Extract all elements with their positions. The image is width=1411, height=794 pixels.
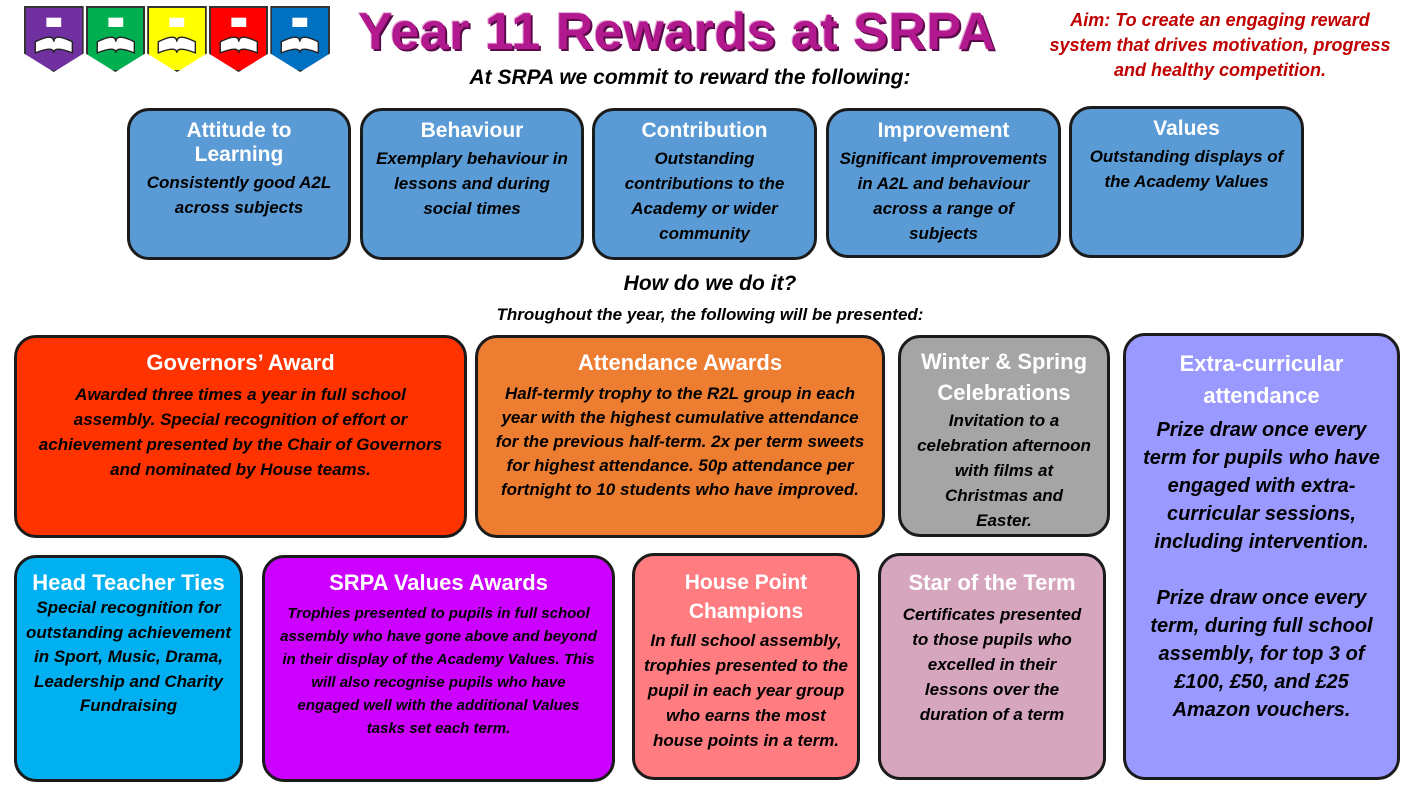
logo	[24, 6, 330, 72]
criteria-behaviour	[360, 108, 584, 260]
award-title: Winter & Spring Celebrations	[920, 349, 1088, 405]
award-title: Extra-curricular attendance	[1179, 351, 1344, 408]
award-body: Awarded three times a year in full school assembly. Special recognition of effort or achievement presented by the Chair of Governors and nominated by House teams.	[38, 385, 443, 479]
award-body-prize: Prize draw once every term, during full school assembly, for top 3 of £100, £50, and £25 Amazon vouchers.	[1150, 587, 1373, 721]
criteria-body: Outstanding contributions to the Academy or wider community	[624, 149, 785, 243]
criteria-title: Behaviour	[420, 119, 524, 142]
award-body: In full school assembly, trophies presented to the pupil in each year group who earns the most house points in a term.	[643, 631, 849, 750]
award-body: Prize draw once every term for pupils who have engaged with extra-curricular sessions, including intervention.	[1143, 419, 1380, 553]
page-title: Year 11 Rewards at SRPA	[358, 3, 996, 61]
criteria-title: Contribution	[641, 119, 768, 142]
criteria-title: Attitude to Learning	[186, 119, 292, 166]
how-heading: How do we do it?	[623, 272, 797, 295]
throughout-heading: Throughout the year, the following will be presented:	[496, 305, 924, 324]
award-title: Head Teacher Ties	[32, 570, 225, 595]
award-title: Governors’ Award	[146, 350, 335, 375]
award-body: Certificates presented to those pupils who excelled in their lessons over the duration of a term	[902, 605, 1082, 724]
award-body: Invitation to a celebration afternoon with films at Christmas and Easter.	[917, 411, 1091, 530]
book-shield-icon	[86, 6, 146, 72]
award-governors	[14, 335, 467, 538]
book-shield-icon	[24, 6, 84, 72]
criteria-body: Consistently good A2L across subjects	[146, 173, 332, 217]
award-body: Trophies presented to pupils in full school assembly who have gone above and beyond in their display of the Academy Values. This will also recognise pupils who have engaged well with the additional Values tasks set each term.	[280, 605, 597, 737]
award-title: House Point Champions	[684, 571, 808, 623]
award-head-teacher-ties	[14, 555, 243, 782]
award-title: Star of the Term	[908, 570, 1076, 595]
commit-heading: At SRPA we commit to reward the following:	[469, 66, 911, 89]
criteria-title: Values	[1153, 117, 1220, 140]
award-body: Half-termly trophy to the R2L group in each year with the highest cumulative attendance for the previous half-term. 2x per term sweets for highest attendance. 50p attendance per fortnight to 10 students who have improved.	[495, 384, 865, 499]
award-winter-spring	[898, 335, 1110, 537]
book-shield-icon	[147, 6, 207, 72]
award-title: Attendance Awards	[577, 350, 783, 375]
award-body: Special recognition for outstanding achievement in Sport, Music, Drama, Leadership and Charity Fundraising	[26, 598, 231, 715]
award-star-of-term	[878, 553, 1106, 780]
aim-statement: Aim: To create an engaging reward system that drives motivation, progress and healthy competition.	[1049, 10, 1391, 80]
award-extra-curricular	[1123, 333, 1400, 780]
award-title: SRPA Values Awards	[329, 570, 548, 595]
award-attendance	[475, 335, 885, 538]
award-house-point	[632, 553, 860, 780]
criteria-improvement	[826, 108, 1061, 258]
book-shield-icon	[270, 6, 330, 72]
award-srpa-values	[262, 555, 615, 782]
criteria-title: Improvement	[877, 119, 1010, 142]
criteria-body: Outstanding displays of the Academy Values	[1089, 147, 1284, 191]
criteria-contribution	[592, 108, 817, 260]
criteria-values	[1069, 106, 1304, 258]
criteria-body: Exemplary behaviour in lessons and during social times	[376, 149, 568, 218]
book-shield-icon	[209, 6, 269, 72]
criteria-body: Significant improvements in A2L and behaviour across a range of subjects	[839, 149, 1048, 243]
criteria-attitude	[127, 108, 351, 260]
